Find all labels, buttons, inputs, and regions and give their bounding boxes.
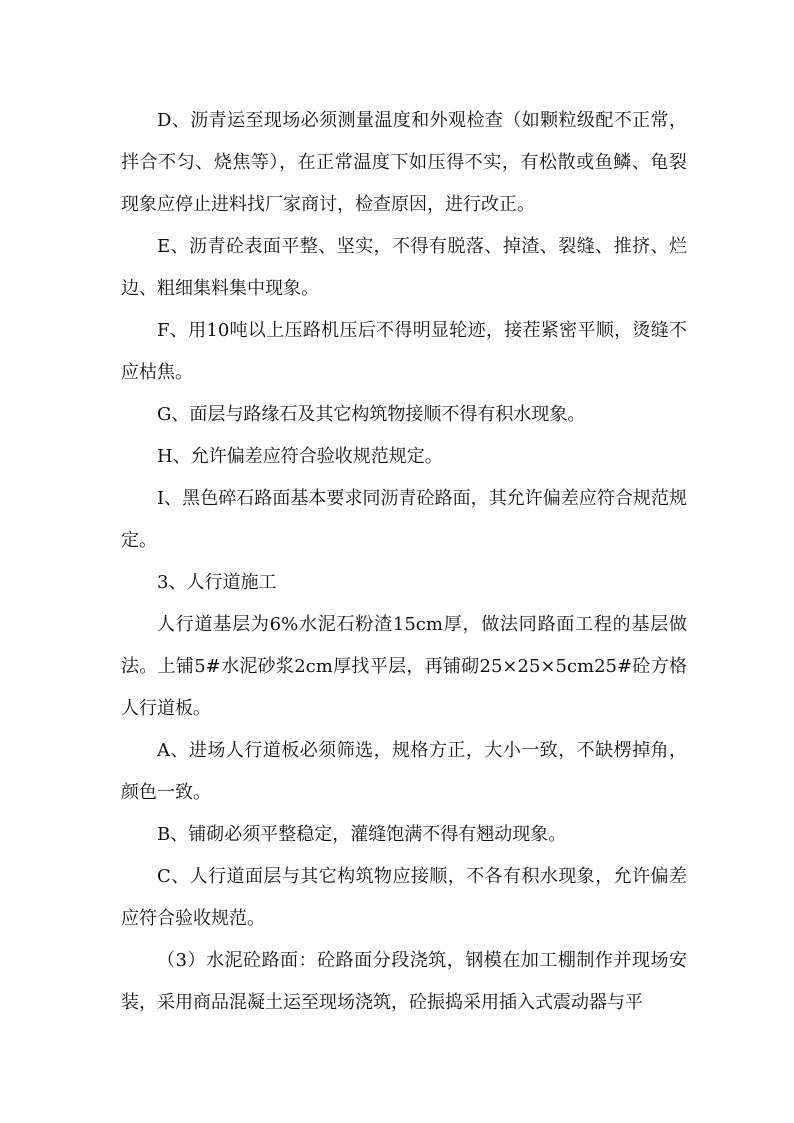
paragraph-concrete-pavement: （3）水泥砼路面：砼路面分段浇筑，钢模在加工棚制作并现场安装，采用商品混凝土运至现场浇筑，砼振捣采用插入式震动器与平 xyxy=(121,950,687,1013)
paragraph-item-b-laying: B、铺砌必须平整稳定，灌缝饱满不得有翘动现象。 xyxy=(157,824,567,845)
document-body xyxy=(121,100,687,1024)
paragraph-item-g-curb-joints: G、面层与路缘石及其它构筑物接顺不得有积水现象。 xyxy=(157,404,586,425)
paragraph-item-e-surface-quality: E、沥青砼表面平整、坚实，不得有脱落、掉渣、裂缝、推挤、烂边、粗细集料集中现象。 xyxy=(121,236,687,299)
paragraph-item-d-asphalt-inspection: D、沥青运至现场必须测量温度和外观检查（如颗粒级配不正常，拌合不匀、烧焦等），在正常温度下如压得不实，有松散或鱼鳞、龟裂现象应停止进料找厂家商讨，检查原因，进行改正。 xyxy=(121,110,687,215)
paragraph-item-h-tolerance: H、允许偏差应符合验收规范规定。 xyxy=(157,446,443,467)
paragraph-item-f-rolling: F、用10吨以上压路机压后不得明显轮迹，接茬紧密平顺，烫缝不应枯焦。 xyxy=(121,320,688,383)
section-heading-sidewalk: 3、人行道施工 xyxy=(157,572,277,593)
paragraph-item-c-sidewalk-surface: C、人行道面层与其它构筑物应接顺，不各有积水现象，允许偏差应符合验收规范。 xyxy=(121,866,687,929)
paragraph-item-a-sidewalk-board: A、进场人行道板必须筛选，规格方正，大小一致，不缺楞掉角，颜色一致。 xyxy=(121,740,687,803)
paragraph-item-i-black-macadam: I、黑色碎石路面基本要求同沥青砼路面，其允许偏差应符合规范规定。 xyxy=(121,488,687,551)
paragraph-sidewalk-base: 人行道基层为6%水泥石粉渣15cm厚，做法同路面工程的基层做法。上铺5#水泥砂浆2cm厚找平层，再铺砌25×25×5cm25#砼方格人行道板。 xyxy=(121,614,687,719)
